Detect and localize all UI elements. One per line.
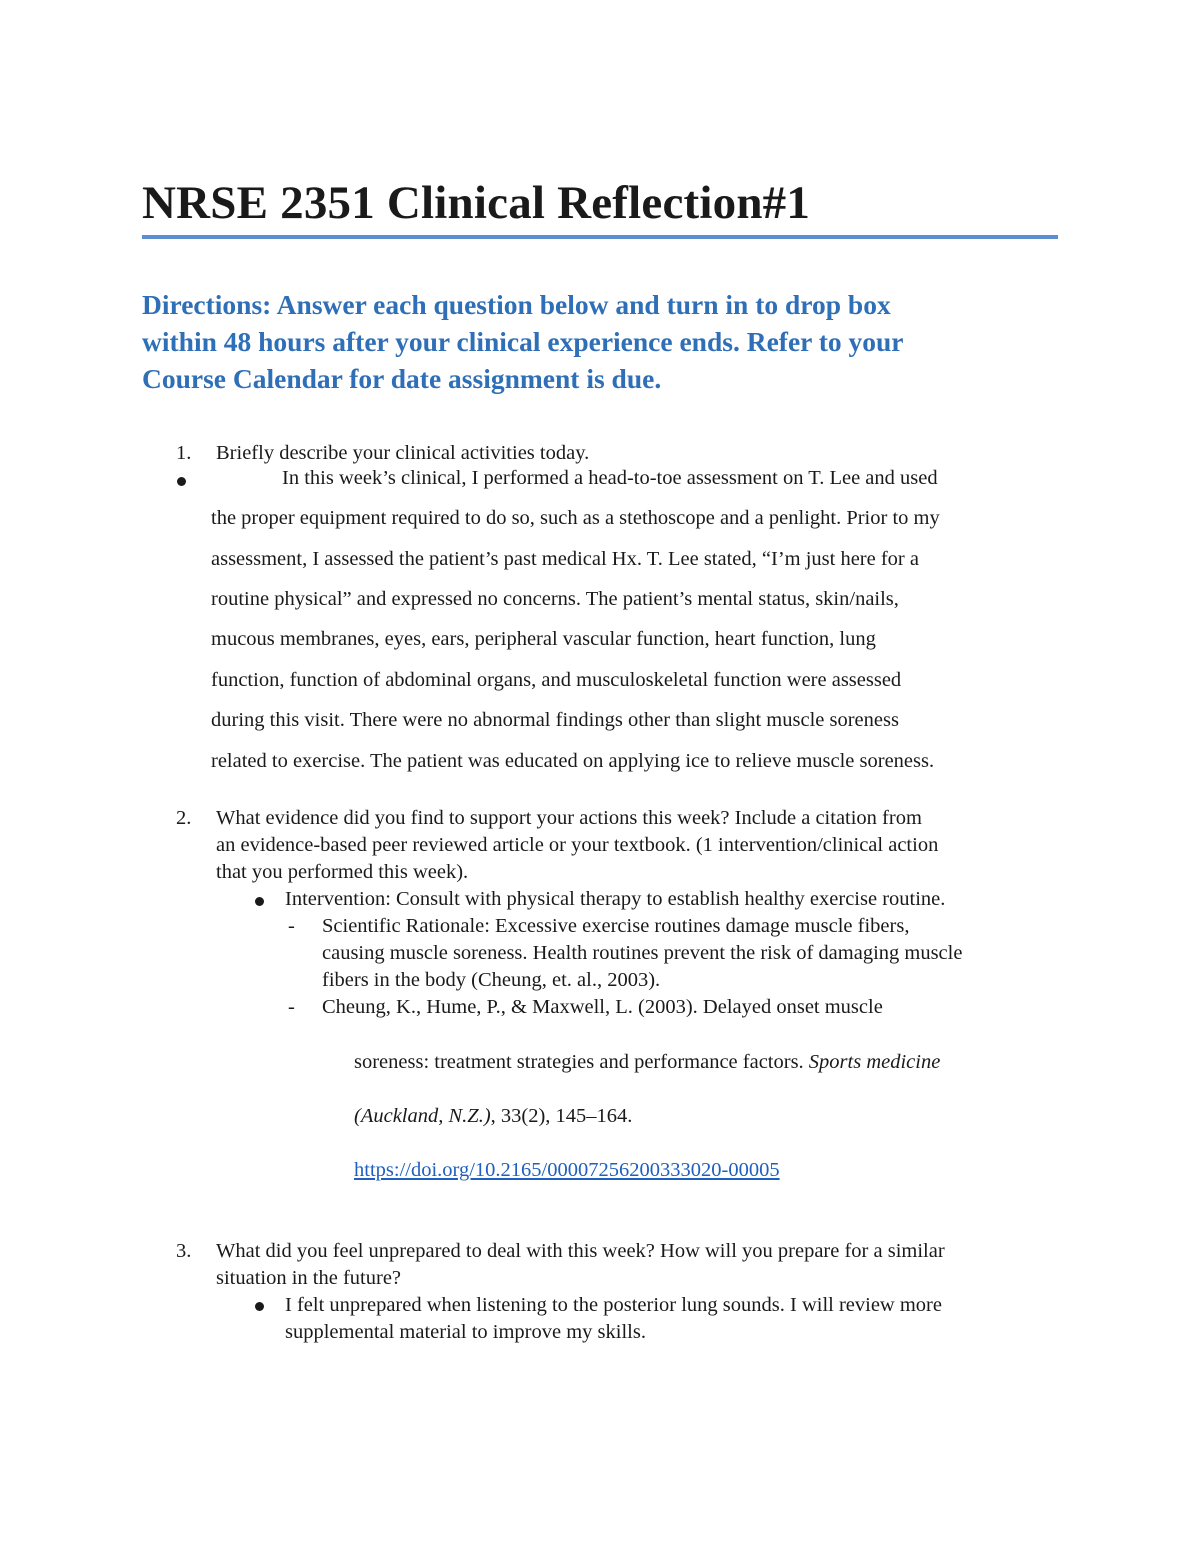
answer-1-line: function, function of abdominal organs, and musculoskeletal function were assessed bbox=[211, 669, 902, 691]
question-2-text: an evidence-based peer reviewed article or your textbook. (1 intervention/clinical action bbox=[216, 834, 939, 856]
answer-1-line: assessment, I assessed the patient’s past medical Hx. T. Lee stated, “I’m just here for a bbox=[211, 548, 919, 570]
rationale-line: causing muscle soreness. Health routines prevent the risk of damaging muscle bbox=[322, 942, 963, 964]
citation-line bbox=[354, 1103, 632, 1130]
dash-marker: - bbox=[288, 915, 295, 937]
question-3-text: What did you feel unprepared to deal with this week? How will you prepare for a similar bbox=[216, 1240, 945, 1262]
answer-1-line: related to exercise. The patient was educated on applying ice to relieve muscle soreness. bbox=[211, 750, 935, 772]
question-1-number: 1. bbox=[176, 442, 192, 464]
citation-link-line bbox=[354, 1157, 780, 1184]
intervention-text: Intervention: Consult with physical therapy to establish healthy exercise routine. bbox=[285, 888, 946, 910]
question-1-text: Briefly describe your clinical activities today. bbox=[216, 442, 590, 464]
question-2-number: 2. bbox=[176, 807, 192, 829]
question-3-text: situation in the future? bbox=[216, 1267, 402, 1289]
question-2-text: What evidence did you find to support your actions this week? Include a citation from bbox=[216, 807, 922, 829]
directions-line: Course Calendar for date assignment is due. bbox=[142, 363, 662, 394]
doi-link[interactable]: https://doi.org/10.2165/00007256200333020-00005 bbox=[354, 1159, 780, 1181]
directions-line: Directions: Answer each question below and turn in to drop box bbox=[142, 289, 891, 320]
citation-text: soreness: treatment strategies and performance factors. bbox=[354, 1051, 809, 1073]
answer-1-line: routine physical” and expressed no concerns. The patient’s mental status, skin/nails, bbox=[211, 588, 899, 610]
answer-1-line: during this visit. There were no abnormal findings other than slight muscle soreness bbox=[211, 709, 899, 731]
title-underline bbox=[142, 235, 1058, 239]
citation-line: Cheung, K., Hume, P., & Maxwell, L. (2003). Delayed onset muscle bbox=[322, 996, 883, 1018]
directions-block bbox=[142, 286, 1072, 397]
journal-title: Sports medicine bbox=[808, 1051, 941, 1073]
answer-3-line: I felt unprepared when listening to the posterior lung sounds. I will review more bbox=[285, 1294, 942, 1316]
rationale-line: fibers in the body (Cheung, et. al., 2003). bbox=[322, 969, 661, 991]
document-title: NRSE 2351 Clinical Reflection#1 bbox=[142, 177, 811, 229]
citation-line bbox=[354, 1049, 940, 1076]
journal-title: (Auckland, N.Z.) bbox=[354, 1105, 491, 1127]
dash-marker: - bbox=[288, 996, 295, 1018]
answer-1-line: In this week’s clinical, I performed a head-to-toe assessment on T. Lee and used bbox=[282, 467, 938, 489]
rationale-line: Scientific Rationale: Excessive exercise routines damage muscle fibers, bbox=[322, 915, 910, 937]
question-2-text: that you performed this week). bbox=[216, 861, 469, 883]
answer-1-line: the proper equipment required to do so, such as a stethoscope and a penlight. Prior to my bbox=[211, 507, 940, 529]
directions-line: within 48 hours after your clinical experience ends. Refer to your bbox=[142, 326, 904, 357]
bullet-icon bbox=[255, 1302, 264, 1311]
answer-3-line: supplemental material to improve my skills. bbox=[285, 1321, 646, 1343]
citation-text: , 33(2), 145–164. bbox=[490, 1105, 633, 1127]
answer-1-line: mucous membranes, eyes, ears, peripheral vascular function, heart function, lung bbox=[211, 628, 876, 650]
bullet-icon bbox=[177, 477, 186, 486]
bullet-icon bbox=[255, 897, 264, 906]
question-3-number: 3. bbox=[176, 1240, 192, 1262]
